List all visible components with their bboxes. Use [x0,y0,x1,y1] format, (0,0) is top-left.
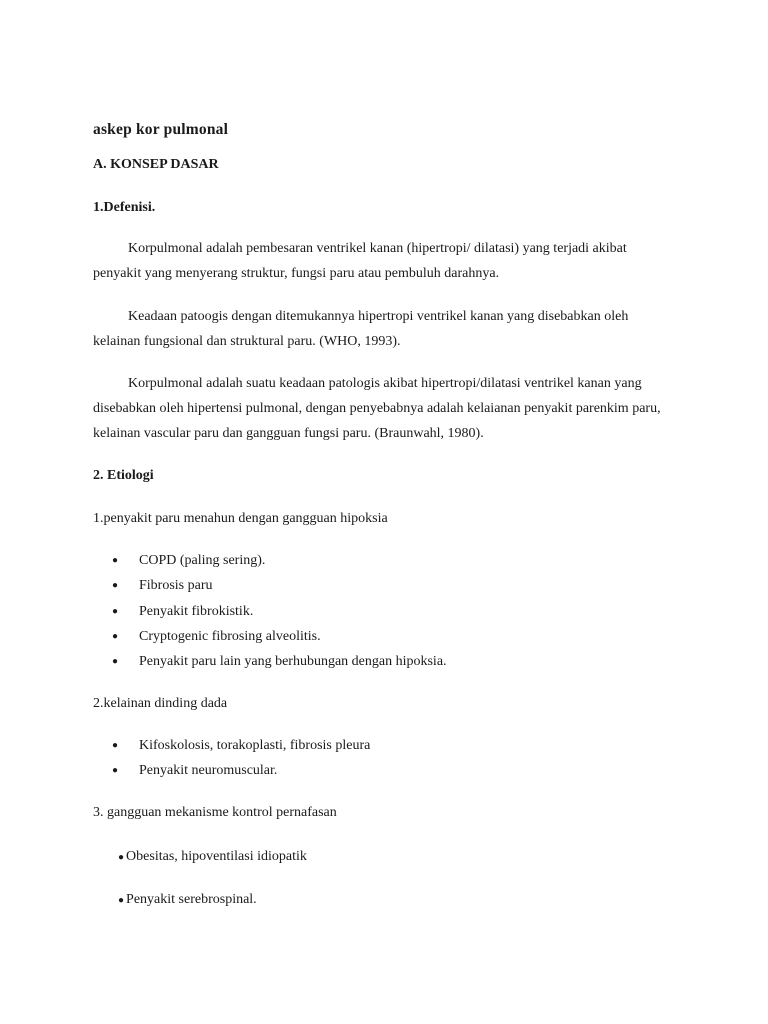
etiologi-group-2-label: 2.kelainan dinding dada [93,696,228,711]
paragraph-definition-1: Korpulmonal adalah pembesaran ventrikel kanan (hipertropi/ dilatasi) yang terjadi akibat penyakit yang menyerang struktur, fungsi paru atau pembuluh darahnya. [93,241,627,281]
list-item-text: Penyakit paru lain yang berhubungan dengan hipoksia. [139,654,447,670]
section-heading-konsep-dasar: A. KONSEP DASAR [93,157,219,172]
list-item [118,849,307,865]
bullet-icon: ● [112,555,119,566]
document-title: askep kor pulmonal [93,121,229,138]
list-item [112,548,447,573]
section-heading-definisi: 1.Defenisi. [93,200,156,215]
bullet-icon: ● [118,895,125,906]
list-item-text: Fibrosis paru [139,578,213,594]
etiologi-group-1-list [112,548,447,674]
bullet-icon: ● [112,765,119,777]
bullet-icon: ● [118,852,125,863]
section-heading-etiologi: 2. Etiologi [93,468,154,483]
bullet-icon: ● [112,605,119,617]
list-item-text: Kifoskolosis, torakoplasti, fibrosis pleura [139,738,371,753]
list-item-text: COPD (paling sering). [139,553,266,568]
etiologi-group-1-label: 1.penyakit paru menahun dengan gangguan hipoksia [93,511,388,526]
list-item-text: Obesitas, hipoventilasi idiopatik [126,849,307,864]
etiologi-group-3-label: 3. gangguan mekanisme kontrol pernafasan [93,805,337,820]
bullet-icon: ● [112,580,119,592]
list-item-text: Penyakit serebrospinal. [126,892,257,907]
paragraph-definition-3: Korpulmonal adalah suatu keadaan patologis akibat hipertropi/dilatasi ventrikel kanan yang disebabkan oleh hipertensi pulmonal, dengan penyebabnya adalah kelaianan penyakit parenkim paru, kelainan vascular paru dan gangguan fungsi paru. (Braunwahl, 1980). [93,376,661,441]
bullet-icon: ● [112,630,119,642]
bullet-icon: ● [112,656,119,668]
paragraph-definition-2: Keadaan patoogis dengan ditemukannya hipertropi ventrikel kanan yang disebabkan oleh kelainan fungsional dan struktural paru. (WHO, 1993). [93,309,629,349]
list-item [112,573,447,598]
list-item-text: Cryptogenic fibrosing alveolitis. [139,628,321,644]
list-item [112,624,447,649]
list-item [112,599,447,624]
list-item [118,892,257,908]
list-item-text: Penyakit neuromuscular. [139,763,278,779]
list-item [112,733,370,758]
list-item [112,649,447,674]
etiologi-group-2-list [112,733,370,784]
bullet-icon: ● [112,740,119,751]
list-item-text: Penyakit fibrokistik. [139,603,254,619]
list-item [112,758,370,783]
